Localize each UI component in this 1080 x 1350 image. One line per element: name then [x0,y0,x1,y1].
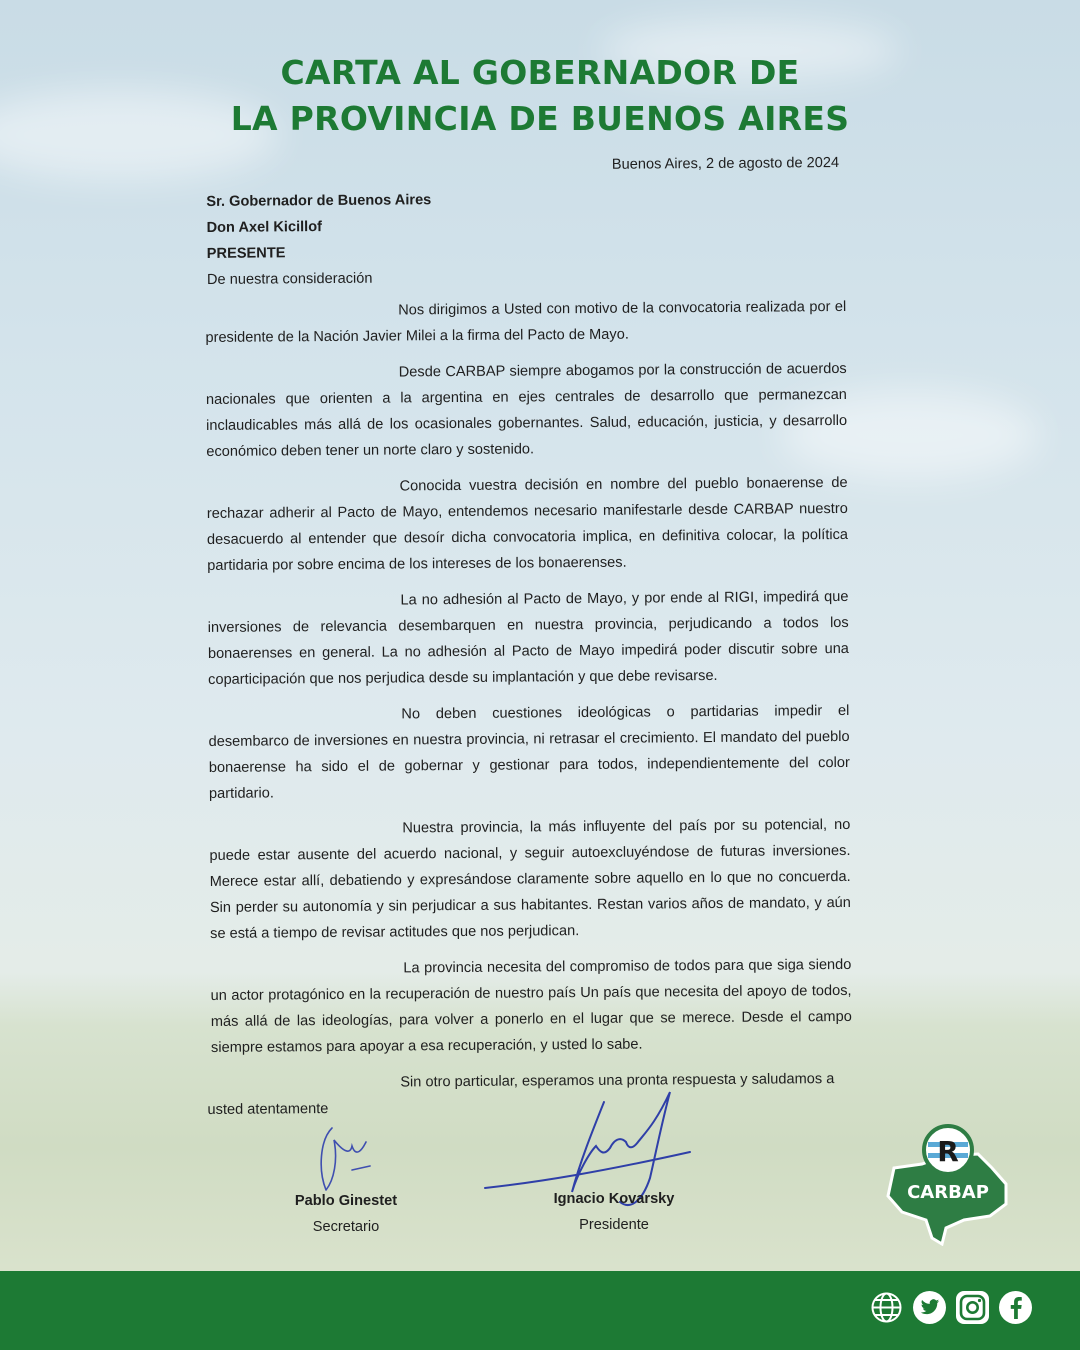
title-line-2: LA PROVINCIA DE BUENOS AIRES [230,99,850,138]
recipient-line: Don Axel Kicillof [206,219,323,236]
facebook-icon[interactable] [999,1291,1032,1324]
letter-paragraph: Desde CARBAP siempre abogamos por la construcción de acuerdos nacionales que orienten a la argentina en ejes centrales de desarrollo que permanezcan inclaudicables más allá de los ocasionales gobernantes. Salud, educación, justicia, y desarrollo económico deben tener un norte claro y sostenido. [205,360,848,460]
signer-name: Ignacio Kovarsky [553,1191,675,1207]
letter-date: Buenos Aires, 2 de agosto de 2024 [611,154,840,173]
signer-role: Secretario [312,1219,380,1235]
closing-line-2: usted atentamente [207,1101,329,1118]
title-line-1: CARTA AL GOBERNADOR DE [280,53,800,92]
social-links [870,1291,1032,1324]
globe-icon[interactable] [870,1291,903,1324]
instagram-icon[interactable] [956,1291,989,1324]
twitter-icon[interactable] [913,1291,946,1324]
logo-letter: R [937,1135,959,1168]
recipient-line: Sr. Gobernador de Buenos Aires [206,192,432,210]
letter-paragraph: Conocida vuestra decisión en nombre del pueblo bonaerense de rechazar adherir al Pacto de Mayo, entendemos necesario manifestarle desde CARBAP nuestro desacuerdo al entender que desoír dicha convocatoria implica, en definitiva colocar, la política partidaria por sobre encima de los intereses de los bonaerenses. [206,474,849,574]
carbap-logo [882,1120,1016,1246]
letter-paragraph: Nuestra provincia, la más influyente del país por su potencial, no puede estar ausente del acuerdo nacional, y seguir autoexcluyéndose de futuras inversiones. Merece estar allí, debatiendo y expresándose claramente sobre aquello en lo que no concuerda. Sin perder su autonomía y sin perjudicar a sus habitantes. Restan varios años de mandato, y aún se está a tiempo de revisar actitudes que nos perjudican. [209,816,851,942]
letter-paragraph: La provincia necesita del compromiso de todos para que siga siendo un actor protagónico en la recuperación de nuestro país Un país que necesita del apoyo de todos, más allá de las ideologías, para volver a ponerlo en el lugar que se merece. Desde el campo siempre estamos para apoyar a esa recuperación, y usted lo sabe. [210,956,852,1056]
footer-bar [0,1271,1080,1350]
letter-paragraph: No deben cuestiones ideológicas o partidarias impedir el desembarco de inversiones en nuestra provincia, ni retrasar el crecimiento. El mandato del pueblo bonaerense ha sido el de gobernar y gestionar para todos, independientemente del color partidario. [208,702,850,802]
signature-presidente [534,1186,694,1238]
logo-text: CARBAP [907,1182,989,1203]
page-title [0,50,1080,142]
signature-secretario [266,1188,426,1240]
letter-paragraph: Nos dirigimos a Usted con motivo de la convocatoria realizada por el presidente de la Nación Javier Milei a la firma del Pacto de Mayo. [205,298,847,346]
letter-paragraph: La no adhesión al Pacto de Mayo, y por ende al RIGI, impedirá que inversiones de relevancia desembarquen en nuestra provincia, perjudicando a todos los bonaerenses en general. La no adhesión al Pacto de Mayo impedirá poder discutir sobre una coparticipación que nos perjudica desde su implantación y que debe revisarse. [207,588,849,688]
letter-greeting: De nuestra consideración [206,270,373,288]
closing-line-1: Sin otro particular, esperamos una pronta respuesta y saludamos a [400,1071,835,1091]
recipient-line: PRESENTE [206,245,286,262]
signer-name: Pablo Ginestet [294,1193,398,1209]
letter-body [200,150,853,1123]
signer-role: Presidente [579,1217,649,1233]
